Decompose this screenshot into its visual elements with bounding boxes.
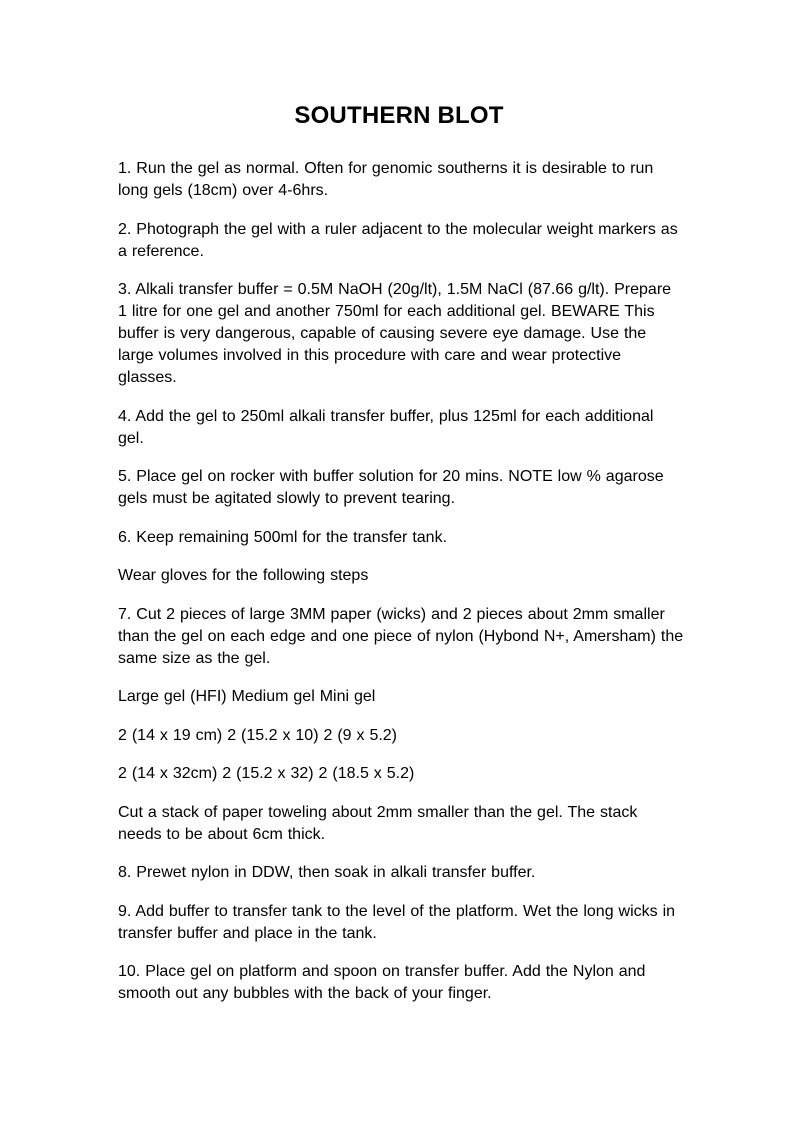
text-line: 1 litre for one gel and another 750ml for each additional gel. BEWARE This [118,303,655,320]
text-line: same size as the gel. [118,649,271,667]
text-line: 8. Prewet nylon in DDW, then soak in alkali transfer buffer. [118,864,536,881]
step-7 [118,604,684,670]
text-line: buffer is very dangerous, capable of causing severe eye damage. Use the [118,325,647,342]
text-line: transfer buffer and place in the tank. [118,924,377,942]
step-9 [118,901,680,945]
step-8 [118,862,680,884]
step-3 [118,279,680,389]
paper-toweling-note [118,802,680,846]
text-line: glasses. [118,369,177,386]
text-line: 2 (14 x 19 cm) 2 (15.2 x 10) 2 (9 x 5.2) [118,726,398,744]
text-line: 9. Add buffer to transfer tank to the level of the platform. Wet the long wicks in [118,902,676,920]
step-4 [118,406,680,450]
step-1 [118,158,680,202]
text-line: 3. Alkali transfer buffer = 0.5M NaOH (20g/lt), 1.5M NaCl (87.66 g/lt). Prepare [118,281,672,298]
text-line: 2 (14 x 32cm) 2 (15.2 x 32) 2 (18.5 x 5.2) [118,765,415,782]
text-line: large volumes involved in this procedure with care and wear protective [118,347,622,364]
text-line: Cut a stack of paper toweling about 2mm smaller than the gel. The stack [118,803,638,821]
text-line: long gels (18cm) over 4-6hrs. [118,182,329,199]
text-line: 2. Photograph the gel with a ruler adjacent to the molecular weight markers as [118,220,678,238]
text-line: 7. Cut 2 pieces of large 3MM paper (wicks) and 2 pieces about 2mm smaller [118,605,665,623]
text-line: 6. Keep remaining 500ml for the transfer tank. [118,528,448,546]
step-2 [118,219,680,263]
step-10 [118,961,680,1005]
text-line: a reference. [118,242,204,260]
document-body [118,158,684,1005]
text-line: smooth out any bubbles with the back of your finger. [118,985,492,1002]
text-line: 1. Run the gel as normal. Often for genomic southerns it is desirable to run [118,160,654,177]
text-line: than the gel on each edge and one piece of nylon (Hybond N+, Amersham) the [118,627,684,645]
text-line: 10. Place gel on platform and spoon on transfer buffer. Add the Nylon and [118,963,646,980]
document-content [118,101,684,1005]
gel-sizes-row-1 [118,725,680,747]
note-wear-gloves [118,565,680,587]
text-line: 4. Add the gel to 250ml alkali transfer buffer, plus 125ml for each additional [118,407,654,425]
document-title: SOUTHERN BLOT [294,102,504,129]
gel-sizes-row-2 [118,763,680,785]
text-line: needs to be about 6cm thick. [118,825,326,843]
step-5 [118,466,680,510]
text-line: gel. [118,429,144,447]
text-line: Large gel (HFI) Medium gel Mini gel [118,688,376,705]
text-line: gels must be agitated slowly to prevent tearing. [118,490,456,507]
step-6 [118,527,680,549]
text-line: 5. Place gel on rocker with buffer solution for 20 mins. NOTE low % agarose [118,468,664,485]
text-line: Wear gloves for the following steps [118,567,369,584]
gel-sizes-header [118,686,680,708]
